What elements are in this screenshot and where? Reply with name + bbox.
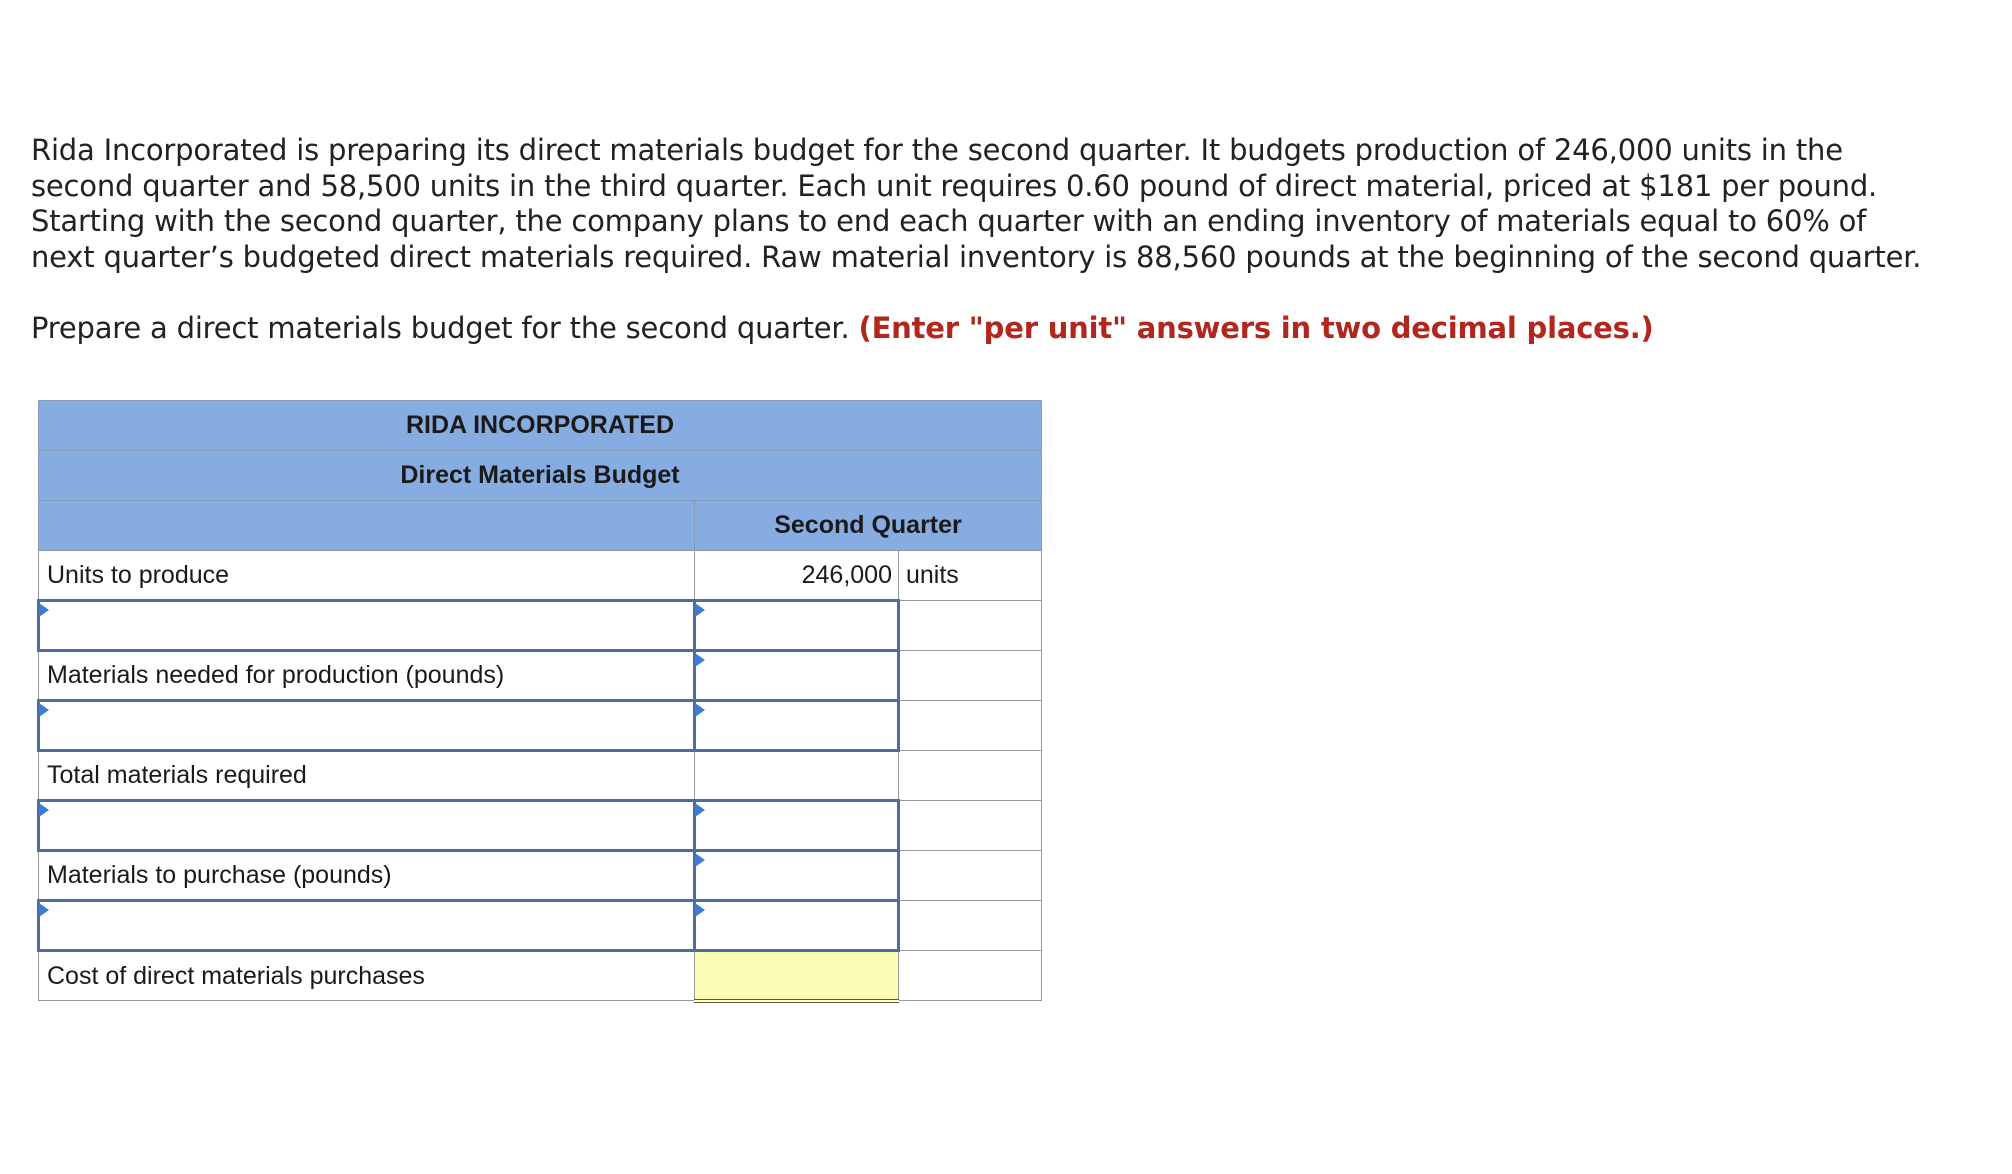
unit-cell-5	[899, 801, 1042, 851]
instruction-note: (Enter "per unit" answers in two decimal places.)	[858, 311, 1654, 345]
total-materials-label: Total materials required	[39, 751, 695, 801]
entry-label-cell-4[interactable]	[39, 901, 695, 951]
instruction-text: Prepare a direct materials budget for the second quarter.	[31, 311, 850, 345]
materials-to-purchase-input[interactable]	[696, 852, 897, 899]
entry-label-cell-2[interactable]	[39, 701, 695, 751]
entry-row-1	[39, 601, 1042, 651]
entry-label-cell-3[interactable]	[39, 801, 695, 851]
materials-to-purchase-value-cell[interactable]	[695, 851, 899, 901]
unit-cell-7	[899, 901, 1042, 951]
entry-label-input-2[interactable]	[40, 702, 693, 749]
unit-cell-1	[899, 601, 1042, 651]
second-quarter-header: Second Quarter	[695, 501, 1042, 551]
cost-row	[39, 951, 1042, 1001]
materials-needed-value-cell[interactable]	[695, 651, 899, 701]
materials-to-purchase-label: Materials to purchase (pounds)	[39, 851, 695, 901]
entry-value-cell-3[interactable]	[695, 801, 899, 851]
entry-label-input-4[interactable]	[40, 902, 693, 949]
problem-statement	[31, 133, 1931, 347]
units-to-produce-row	[39, 551, 1042, 601]
entry-value-input-1[interactable]	[696, 602, 897, 649]
instruction-line	[31, 311, 1931, 347]
label-column-header	[39, 501, 695, 551]
units-suffix: units	[899, 551, 1042, 601]
entry-value-cell-4[interactable]	[695, 901, 899, 951]
entry-value-cell-1[interactable]	[695, 601, 899, 651]
unit-cell-4	[899, 751, 1042, 801]
entry-value-input-3[interactable]	[696, 802, 897, 849]
company-name: RIDA INCORPORATED	[39, 401, 1042, 451]
entry-label-input-3[interactable]	[40, 802, 693, 849]
total-materials-row	[39, 751, 1042, 801]
total-materials-value	[695, 751, 899, 801]
unit-cell-6	[899, 851, 1042, 901]
company-header-row	[39, 401, 1042, 451]
entry-value-input-4[interactable]	[696, 902, 897, 949]
cost-label: Cost of direct materials purchases	[39, 951, 695, 1001]
unit-cell-8	[899, 951, 1042, 1001]
entry-value-input-2[interactable]	[696, 702, 897, 749]
entry-label-cell-1[interactable]	[39, 601, 695, 651]
materials-needed-row	[39, 651, 1042, 701]
entry-value-cell-2[interactable]	[695, 701, 899, 751]
entry-row-2	[39, 701, 1042, 751]
problem-paragraph: Rida Incorporated is preparing its direct materials budget for the second quarter. It budgets production of 246,000 units in the second quarter and 58,500 units in the third quarter. Each unit requires 0.60 pound of direct material, priced at $181 per pound. Starting with the second quarter, the company plans to end each quarter with an ending inventory of materials equal to 60% of next quarter’s budgeted direct materials required. Raw material inventory is 88,560 pounds at the beginning of the second quarter.	[31, 133, 1922, 274]
entry-row-3	[39, 801, 1042, 851]
units-to-produce-label: Units to produce	[39, 551, 695, 601]
materials-to-purchase-row	[39, 851, 1042, 901]
units-to-produce-value: 246,000	[695, 551, 899, 601]
cost-total-value	[695, 951, 899, 1001]
column-header-row	[39, 501, 1042, 551]
budget-title: Direct Materials Budget	[39, 451, 1042, 501]
direct-materials-budget-table	[37, 400, 1042, 1003]
materials-needed-label: Materials needed for production (pounds)	[39, 651, 695, 701]
materials-needed-input[interactable]	[696, 652, 897, 699]
unit-cell-3	[899, 701, 1042, 751]
entry-label-input-1[interactable]	[40, 602, 693, 649]
unit-cell-2	[899, 651, 1042, 701]
title-header-row	[39, 451, 1042, 501]
entry-row-4	[39, 901, 1042, 951]
